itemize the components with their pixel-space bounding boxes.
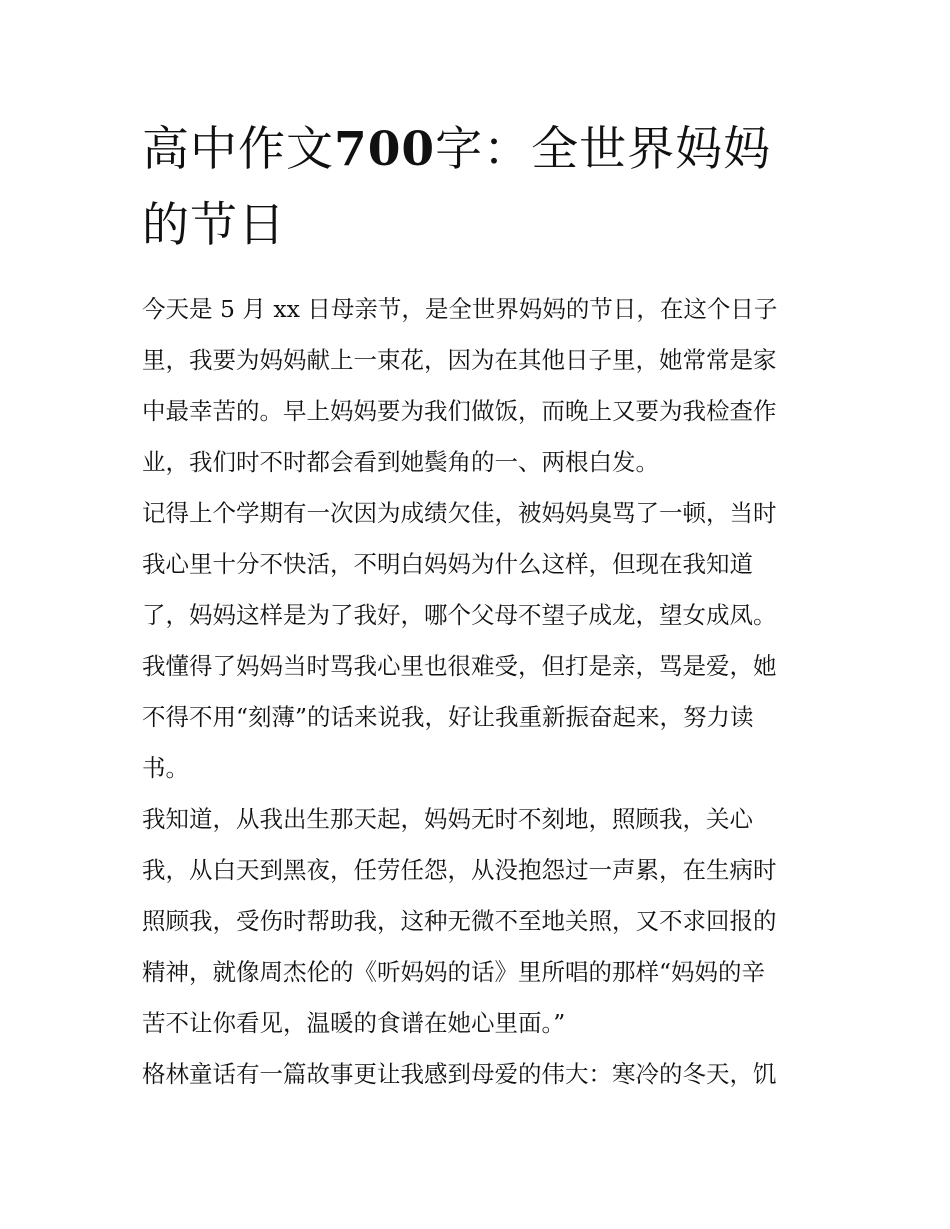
text-line: 我懂得了妈妈当时骂我心里也很难受，但打是亲，骂是爱，她 <box>142 652 777 680</box>
text-line: 精神，就像周杰伦的《听妈妈的话》里所唱的那样“妈妈的辛 <box>142 958 766 986</box>
document-body <box>142 284 822 1100</box>
title-line-1 <box>142 112 822 188</box>
title-suffix: 字：全世界妈妈 <box>435 122 772 177</box>
text-line: 格林童话有一篇故事更让我感到母爱的伟大：寒冷的冬天，饥 <box>142 1060 777 1088</box>
text-line: 记得上个学期有一次因为成绩欠佳，被妈妈臭骂了一顿，当时 <box>142 499 777 527</box>
title-number: 700 <box>334 122 436 177</box>
paragraph-1 <box>142 284 822 488</box>
paragraph-4 <box>142 1049 822 1100</box>
text-line: 照顾我，受伤时帮助我，这种无微不至地关照，又不求回报的 <box>142 907 777 935</box>
text-line: 今天是 5 月 xx 日母亲节，是全世界妈妈的节日，在这个日子 <box>142 295 778 323</box>
text-line: 中最幸苦的。早上妈妈要为我们做饭，而晚上又要为我检查作 <box>142 397 777 425</box>
text-line: 苦不让你看见，温暖的食谱在她心里面。” <box>142 1009 566 1037</box>
text-line: 我知道，从我出生那天起，妈妈无时不刻地，照顾我，关心 <box>142 805 753 833</box>
text-line: 我心里十分不快活，不明白妈妈为什么这样，但现在我知道 <box>142 550 753 578</box>
paragraph-2 <box>142 488 822 794</box>
text-line: 书。 <box>142 754 189 782</box>
text-line: 我，从白天到黑夜，任劳任怨，从没抱怨过一声累，在生病时 <box>142 856 777 884</box>
document-content <box>142 112 822 1100</box>
title-line-2: 的节日 <box>142 198 286 253</box>
text-line: 业，我们时不时都会看到她鬓角的一、两根白发。 <box>142 448 659 476</box>
text-line: 不得不用“刻薄”的话来说我，好让我重新振奋起来，努力读 <box>142 703 754 731</box>
text-line: 里，我要为妈妈献上一束花，因为在其他日子里，她常常是家 <box>142 346 777 374</box>
document-title <box>142 112 822 264</box>
text-line: 了，妈妈这样是为了我好，哪个父母不望子成龙，望女成凤。 <box>142 601 777 629</box>
paragraph-3 <box>142 794 822 1049</box>
title-prefix: 高中作文 <box>142 122 334 177</box>
